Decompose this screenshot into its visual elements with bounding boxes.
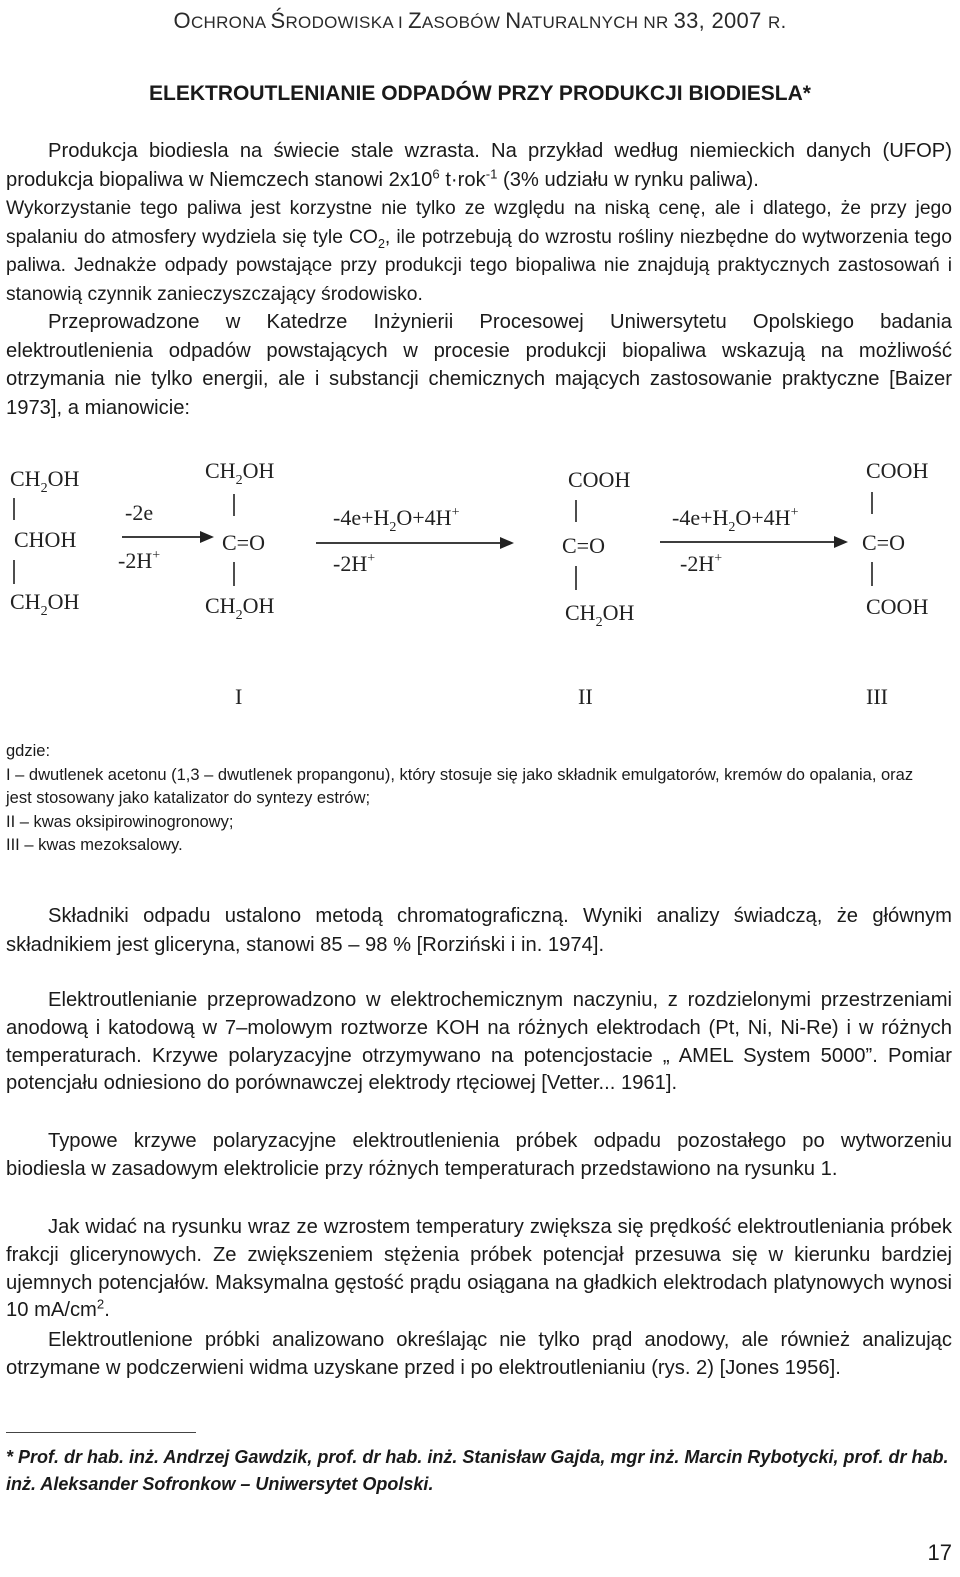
svg-text:C=O: C=O (222, 530, 265, 555)
svg-text:-4e+H2O+4H+: $-4e+H_2O+4H^+$ (672, 505, 799, 535)
svg-text:-2H+: -2H+ (680, 551, 723, 576)
svg-text:-2H+: -2H+ (333, 551, 376, 576)
reaction-arrow-3 (660, 505, 848, 576)
svg-text:CH2OH: $CH_2OH$ (565, 600, 635, 630)
article-title: ELEKTROUTLENIANIE ODPADÓW PRZY PRODUKCJI BIODIESLA* (149, 82, 811, 105)
svg-text:COOH: COOH (866, 458, 929, 483)
svg-text:CHOH: CHOH (14, 527, 77, 552)
glycerol-structure (10, 466, 79, 619)
page-number: 17 (927, 1540, 952, 1565)
svg-text:COOH: COOH (568, 467, 631, 492)
footnote-divider (6, 1432, 196, 1433)
compound-i-structure (205, 458, 274, 623)
intro-paragraph-3: Przeprowadzone w Katedrze Inżynierii Procesowej Uniwersytetu Opolskiego badania elektroutlenienia odpadów powstających w procesie produkcji biopaliwa wskazują na możliwość otrzymania nie tylko energii, ale i substancji chemicznych mających zastosowanie praktyczne [Baizer 1973], a mianowicie: (6, 311, 952, 419)
svg-text:CH2OH: $CH_2OH$ (205, 593, 275, 623)
legend-heading: gdzie: (6, 742, 51, 760)
compound-ii-structure (562, 467, 634, 630)
svg-text:COOH: COOH (866, 594, 929, 619)
running-header: OCHRONA ŚRODOWISKA I ZASOBÓW NATURALNYCH NR 33, 2007 R. (173, 8, 787, 33)
svg-text:CH2OH: $CH_2OH$ (205, 458, 275, 488)
svg-text:-2H+: -2H+ (118, 548, 161, 573)
svg-text:-2e: -2e (125, 500, 154, 525)
body-paragraph-5: Elektroutlenianie przeprowadzono w elektrochemicznym naczyniu, z rozdzielonymi przestrzeniami anodową i katodową w 7–molowym roztworze KOH na różnych elektrodach (Pt, Ni, Ni-Re) i w różnych temperaturach. Krzywe polaryzacyjne otrzymywano na potencjostacie „ AMEL System 5000”. Pomiar potencjału odniesiono do porównawczej elektrody rtęciowej [Vetter... 1961]. (6, 989, 952, 1095)
reaction-arrow-1 (118, 500, 214, 573)
svg-text:CH2OH: $CH_2OH$ (10, 466, 80, 496)
label-i: I (235, 684, 243, 709)
legend-item-ii: II – kwas oksipirowinogronowy; (6, 812, 234, 831)
label-iii: III (866, 684, 888, 709)
legend-item-i: I – dwutlenek acetonu (1,3 – dwutlenek propangonu), który stosuje się jako składnik emulgatorów, kremów do opalania, oraz jest stosowany jako katalizator do syntezy estrów; (6, 765, 914, 808)
reaction-scheme (0, 440, 960, 730)
compound-iii-structure (862, 458, 928, 619)
author-footnote: * Prof. dr hab. inż. Andrzej Gawdzik, prof. dr hab. inż. Stanisław Gajda, mgr inż. Marcin Rybotycki, prof. dr hab. inż. Aleksander Sofronkow – Uniwersytet Opolski. (6, 1447, 949, 1494)
body-paragraph-7: Jak widać na rysunku wraz ze wzrostem temperatury zwiększa się prędkość elektroutleniania próbek frakcji glicerynowych. Ze zwiększeniem stężenia próbek potencjał przesuwa się w kierunku bardziej ujemnych potencjałów. Maksymalna gęstość prądu osiągana na gładkich elektrodach platynowych wynosi 10 $mA/cm^2$. (6, 1216, 952, 1322)
legend-item-iii: III – kwas mezoksalowy. (6, 836, 183, 855)
intro-paragraph-2: Wykorzystanie tego paliwa jest korzystne nie tylko ze względu na niską cenę, ale i dlatego, że przy jego spalaniu do atmosfery wydziela się tyle $CO_2$, ile potrzebują do wzrostu rośliny niezbędne do wytworzenia tego paliwa. Jednakże odpady powstające przy produkcji tego biopaliwa nie znajdują praktycznych zastosowań i stanowią czynnik zanieczyszczający środowisko. (6, 198, 952, 305)
svg-text:CH2OH: $CH_2OH$ (10, 589, 80, 619)
scheme-legend (6, 740, 936, 858)
label-ii: II (578, 684, 593, 709)
svg-text:-4e+H2O+4H+: $-4e+H_2O+4H^+$ (333, 505, 460, 535)
body-paragraph-4: Składniki odpadu ustalono metodą chromatograficzną. Wyniki analizy świadczą, że głównym składnikiem jest gliceryna, stanowi 85 – 98 % [Rorziński i in. 1974]. (6, 905, 952, 956)
body-paragraph-6: Typowe krzywe polaryzacyjne elektroutlenienia próbek odpadu pozostałego po wytworzeniu biodiesla w zasadowym elektrolicie przy różnych temperaturach przedstawiono na rysunku 1. (6, 1130, 952, 1180)
intro-paragraph-1: Produkcja biodiesla na świecie stale wzrasta. Na przykład według niemieckich danych (UFOP) produkcja biopaliwa w Niemczech stanowi $2x10^6$ t·rok$^{-1}$ (3% udziału w rynku paliwa). (6, 140, 952, 191)
reaction-arrow-2 (316, 505, 514, 576)
svg-text:C=O: C=O (562, 533, 605, 558)
svg-text:C=O: C=O (862, 530, 905, 555)
body-paragraph-8: Elektroutlenione próbki analizowano określając nie tylko prąd anodowy, ale również analizując otrzymane w podczerwieni widma uzyskane przed i po elektroutlenianiu (rys. 2) [Jones 1956]. (6, 1329, 952, 1379)
